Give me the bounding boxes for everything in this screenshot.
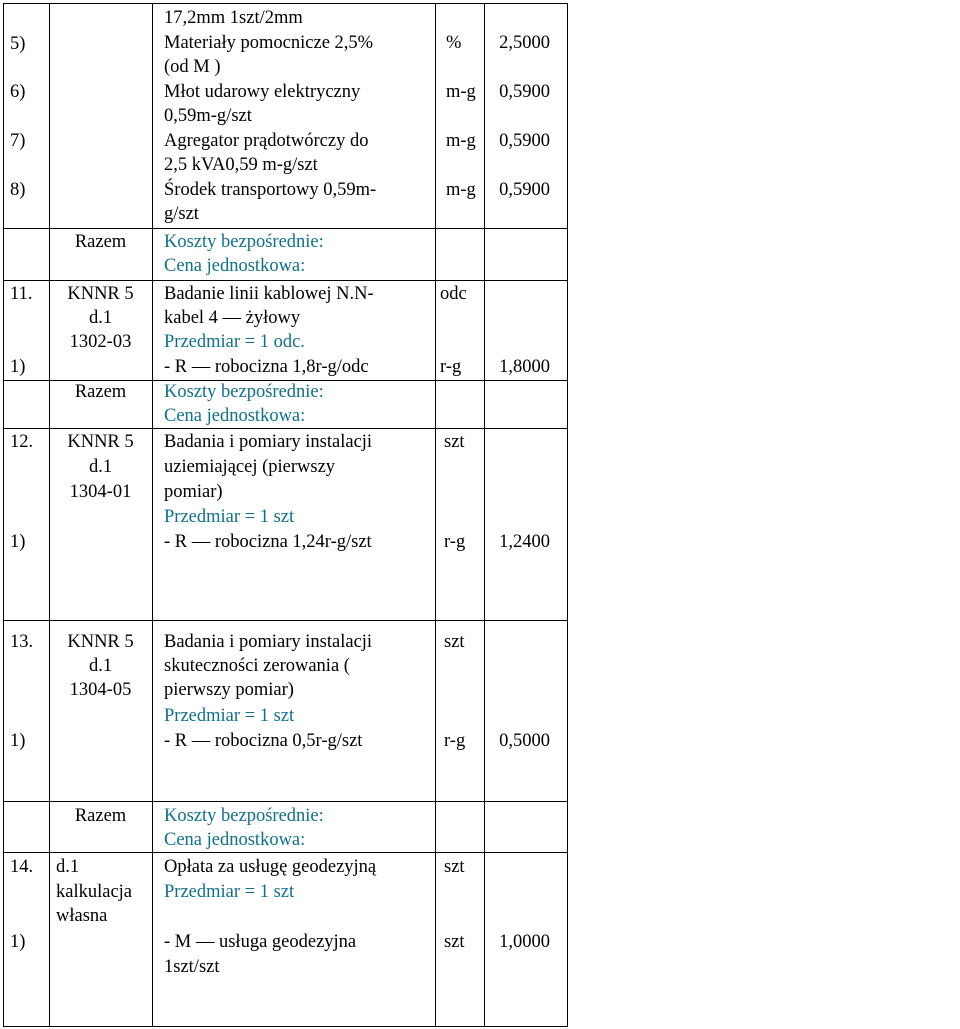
direct-costs-label: Koszty bezpośrednie: bbox=[164, 806, 324, 826]
labour-line: - R — robocizna 1,24r-g/szt bbox=[164, 532, 372, 552]
table-border-top bbox=[3, 3, 568, 4]
description: (od M ) bbox=[164, 57, 221, 77]
table-border-bottom bbox=[3, 1026, 568, 1027]
basis-code: KNNR 5 bbox=[67, 432, 134, 452]
item-number: 14. bbox=[10, 857, 34, 877]
summary-label: Razem bbox=[74, 232, 127, 252]
basis-code: 1304-01 bbox=[69, 482, 132, 502]
description: 2,5 kVA0,59 m-g/szt bbox=[164, 155, 318, 175]
basis-code: 1302-03 bbox=[69, 332, 132, 352]
labour-quantity: 1,8000 bbox=[499, 357, 550, 377]
column-divider-3 bbox=[435, 3, 436, 1026]
summary-label: Razem bbox=[74, 382, 127, 402]
unit: szt bbox=[444, 632, 465, 652]
direct-costs-label: Koszty bezpośrednie: bbox=[164, 382, 324, 402]
basis-code: 1304-05 bbox=[69, 680, 132, 700]
basis-code: d.1 bbox=[88, 457, 113, 477]
basis-code: własna bbox=[56, 906, 108, 926]
unit: % bbox=[446, 33, 462, 53]
description: Środek transportowy 0,59m- bbox=[164, 180, 377, 200]
description: g/szt bbox=[164, 204, 199, 224]
basis-code: KNNR 5 bbox=[67, 632, 134, 652]
table-border-left bbox=[3, 3, 4, 1026]
description: Badania i pomiary instalacji bbox=[164, 432, 373, 452]
quantity-formula: Przedmiar = 1 szt bbox=[164, 882, 295, 902]
material-line: 1szt/szt bbox=[164, 957, 220, 977]
labour-unit: r-g bbox=[444, 731, 466, 751]
unit-price-label: Cena jednostkowa: bbox=[164, 406, 306, 426]
row-divider bbox=[3, 228, 568, 229]
direct-costs-label: Koszty bezpośrednie: bbox=[164, 232, 324, 252]
basis-code: d.1 bbox=[56, 857, 80, 877]
row-divider bbox=[3, 280, 568, 281]
labour-quantity: 0,5000 bbox=[499, 731, 550, 751]
row-divider bbox=[3, 801, 568, 802]
column-divider-1 bbox=[49, 3, 50, 1026]
basis-code: d.1 bbox=[88, 308, 113, 328]
quantity: 0,5900 bbox=[499, 131, 550, 151]
row-number: 6) bbox=[10, 82, 26, 102]
item-number: 12. bbox=[10, 432, 34, 452]
item-number: 11. bbox=[10, 284, 33, 304]
item-subnumber: 1) bbox=[10, 932, 26, 952]
column-divider-4 bbox=[484, 3, 485, 1026]
unit: odc bbox=[440, 284, 467, 304]
description: 17,2mm 1szt/2mm bbox=[164, 8, 303, 28]
item-number: 13. bbox=[10, 632, 34, 652]
material-unit: szt bbox=[444, 932, 465, 952]
description: Opłata za usługę geodezyjną bbox=[164, 857, 377, 877]
description: pomiar) bbox=[164, 482, 223, 502]
unit: m-g bbox=[446, 180, 476, 200]
column-divider-5 bbox=[567, 3, 568, 1026]
labour-line: - R — robocizna 1,8r-g/odc bbox=[164, 357, 369, 377]
description: skuteczności zerowania ( bbox=[164, 656, 350, 676]
row-number: 8) bbox=[10, 180, 26, 200]
unit: m-g bbox=[446, 131, 476, 151]
description: Materiały pomocnicze 2,5% bbox=[164, 33, 374, 53]
item-subnumber: 1) bbox=[10, 357, 26, 377]
description: pierwszy pomiar) bbox=[164, 680, 294, 700]
row-divider bbox=[3, 620, 568, 621]
material-quantity: 1,0000 bbox=[499, 932, 550, 952]
labour-quantity: 1,2400 bbox=[499, 532, 550, 552]
unit: szt bbox=[444, 857, 465, 877]
description: Badanie linii kablowej N.N- bbox=[164, 284, 374, 304]
column-divider-2 bbox=[152, 3, 153, 1026]
item-subnumber: 1) bbox=[10, 731, 26, 751]
description: Badania i pomiary instalacji bbox=[164, 632, 373, 652]
summary-label: Razem bbox=[74, 806, 127, 826]
quantity-formula: Przedmiar = 1 szt bbox=[164, 706, 295, 726]
quantity: 2,5000 bbox=[499, 33, 550, 53]
quantity-formula: Przedmiar = 1 odc. bbox=[164, 332, 305, 352]
labour-unit: r-g bbox=[444, 532, 466, 552]
description: kabel 4 — żyłowy bbox=[164, 308, 301, 328]
unit-price-label: Cena jednostkowa: bbox=[164, 830, 306, 850]
row-number: 5) bbox=[10, 34, 26, 54]
quantity: 0,5900 bbox=[499, 180, 550, 200]
unit: m-g bbox=[446, 82, 476, 102]
basis-code: kalkulacja bbox=[56, 882, 133, 902]
unit: szt bbox=[444, 432, 465, 452]
labour-unit: r-g bbox=[440, 357, 462, 377]
material-line: - M — usługa geodezyjna bbox=[164, 932, 357, 952]
unit-price-label: Cena jednostkowa: bbox=[164, 256, 306, 276]
description: Agregator prądotwórczy do bbox=[164, 131, 369, 151]
item-subnumber: 1) bbox=[10, 532, 26, 552]
labour-line: - R — robocizna 0,5r-g/szt bbox=[164, 731, 363, 751]
description: 0,59m-g/szt bbox=[164, 106, 252, 126]
quantity-formula: Przedmiar = 1 szt bbox=[164, 507, 295, 527]
quantity: 0,5900 bbox=[499, 82, 550, 102]
description: uziemiającej (pierwszy bbox=[164, 457, 336, 477]
basis-code: KNNR 5 bbox=[67, 284, 134, 304]
row-number: 7) bbox=[10, 131, 26, 151]
description: Młot udarowy elektryczny bbox=[164, 82, 361, 102]
basis-code: d.1 bbox=[88, 656, 113, 676]
